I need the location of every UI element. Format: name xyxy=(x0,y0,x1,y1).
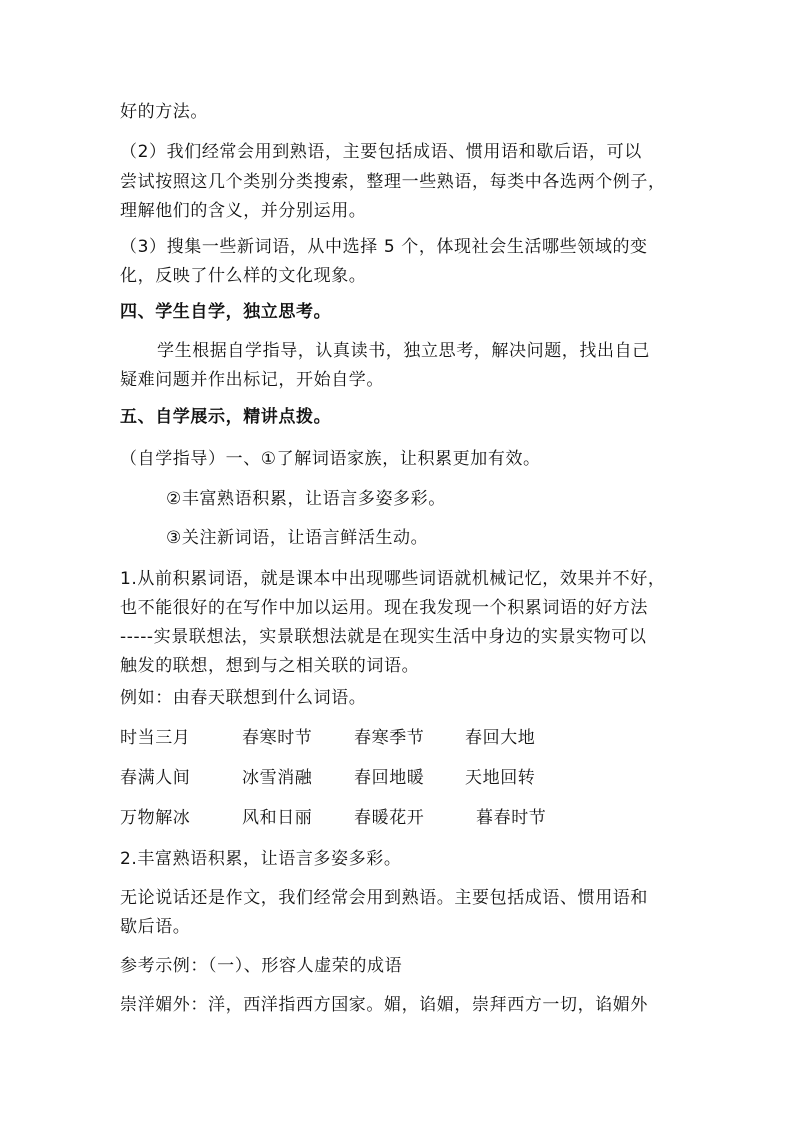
text-line: 参考示例：（一）、形容人虚荣的成语 xyxy=(120,956,403,976)
word-item: 时当三月 xyxy=(120,728,191,748)
text-line: 疑难问题并作出标记，开始自学。 xyxy=(120,370,384,390)
text-line: （3）搜集一些新词语，从中选择 5 个，体现社会生活哪些领域的变 xyxy=(120,237,648,257)
text-line: -----实景联想法，实景联想法就是在现实生活中身边的实景实物可以 xyxy=(120,627,647,647)
word-item: 春回大地 xyxy=(465,728,536,748)
word-item: 万物解冰 xyxy=(120,808,191,828)
section-heading: 四、学生自学，独立思考。 xyxy=(120,302,332,322)
text-line: 尝试按照这几个类别分类搜索，整理一些熟语，每类中各选两个例子， xyxy=(120,172,666,192)
word-item: 春寒时节 xyxy=(242,728,313,748)
text-line: 崇洋媚外：洋，西洋指西方国家。媚，谄媚，崇拜西方一切，谄媚外 xyxy=(120,995,648,1015)
text-line: ③关注新词语，让语言鲜活生动。 xyxy=(166,528,429,548)
text-line: 理解他们的含义，并分别运用。 xyxy=(120,201,367,221)
word-item: 天地回转 xyxy=(465,768,536,788)
word-item: 春暖花开 xyxy=(354,808,425,828)
word-item: 暮春时节 xyxy=(476,808,547,828)
text-line: 学生根据自学指导，认真读书，独立思考，解决问题，找出自己 xyxy=(157,341,650,361)
text-line: 无论说话还是作文，我们经常会用到熟语。主要包括成语、惯用语和 xyxy=(120,888,648,908)
text-line: 例如：由春天联想到什么词语。 xyxy=(120,688,367,708)
text-line: 2.丰富熟语积累，让语言多姿多彩。 xyxy=(120,849,402,869)
text-line: （2）我们经常会用到熟语，主要包括成语、惯用语和歇后语，可以 xyxy=(120,142,642,162)
word-item: 春回地暖 xyxy=(354,768,425,788)
text-line: （自学指导）一、①了解词语家族，让积累更加有效。 xyxy=(120,449,541,469)
text-line: 化，反映了什么样的文化现象。 xyxy=(120,266,367,286)
text-line: 也不能很好的在写作中加以运用。现在我发现一个积累词语的好方法 xyxy=(120,598,648,618)
word-item: 风和日丽 xyxy=(242,808,313,828)
word-item: 冰雪消融 xyxy=(242,768,313,788)
text-line: 1.从前积累词语，就是课本中出现哪些词语就机械记忆，效果并不好， xyxy=(120,569,666,589)
text-line: 歇后语。 xyxy=(120,917,191,937)
word-item: 春满人间 xyxy=(120,768,191,788)
word-item: 春寒季节 xyxy=(354,728,425,748)
section-heading: 五、自学展示，精讲点拨。 xyxy=(120,407,332,427)
text-line: ②丰富熟语积累，让语言多姿多彩。 xyxy=(166,489,446,509)
text-line: 触发的联想，想到与之相关联的词语。 xyxy=(120,656,420,676)
text-line: 好的方法。 xyxy=(120,102,208,122)
